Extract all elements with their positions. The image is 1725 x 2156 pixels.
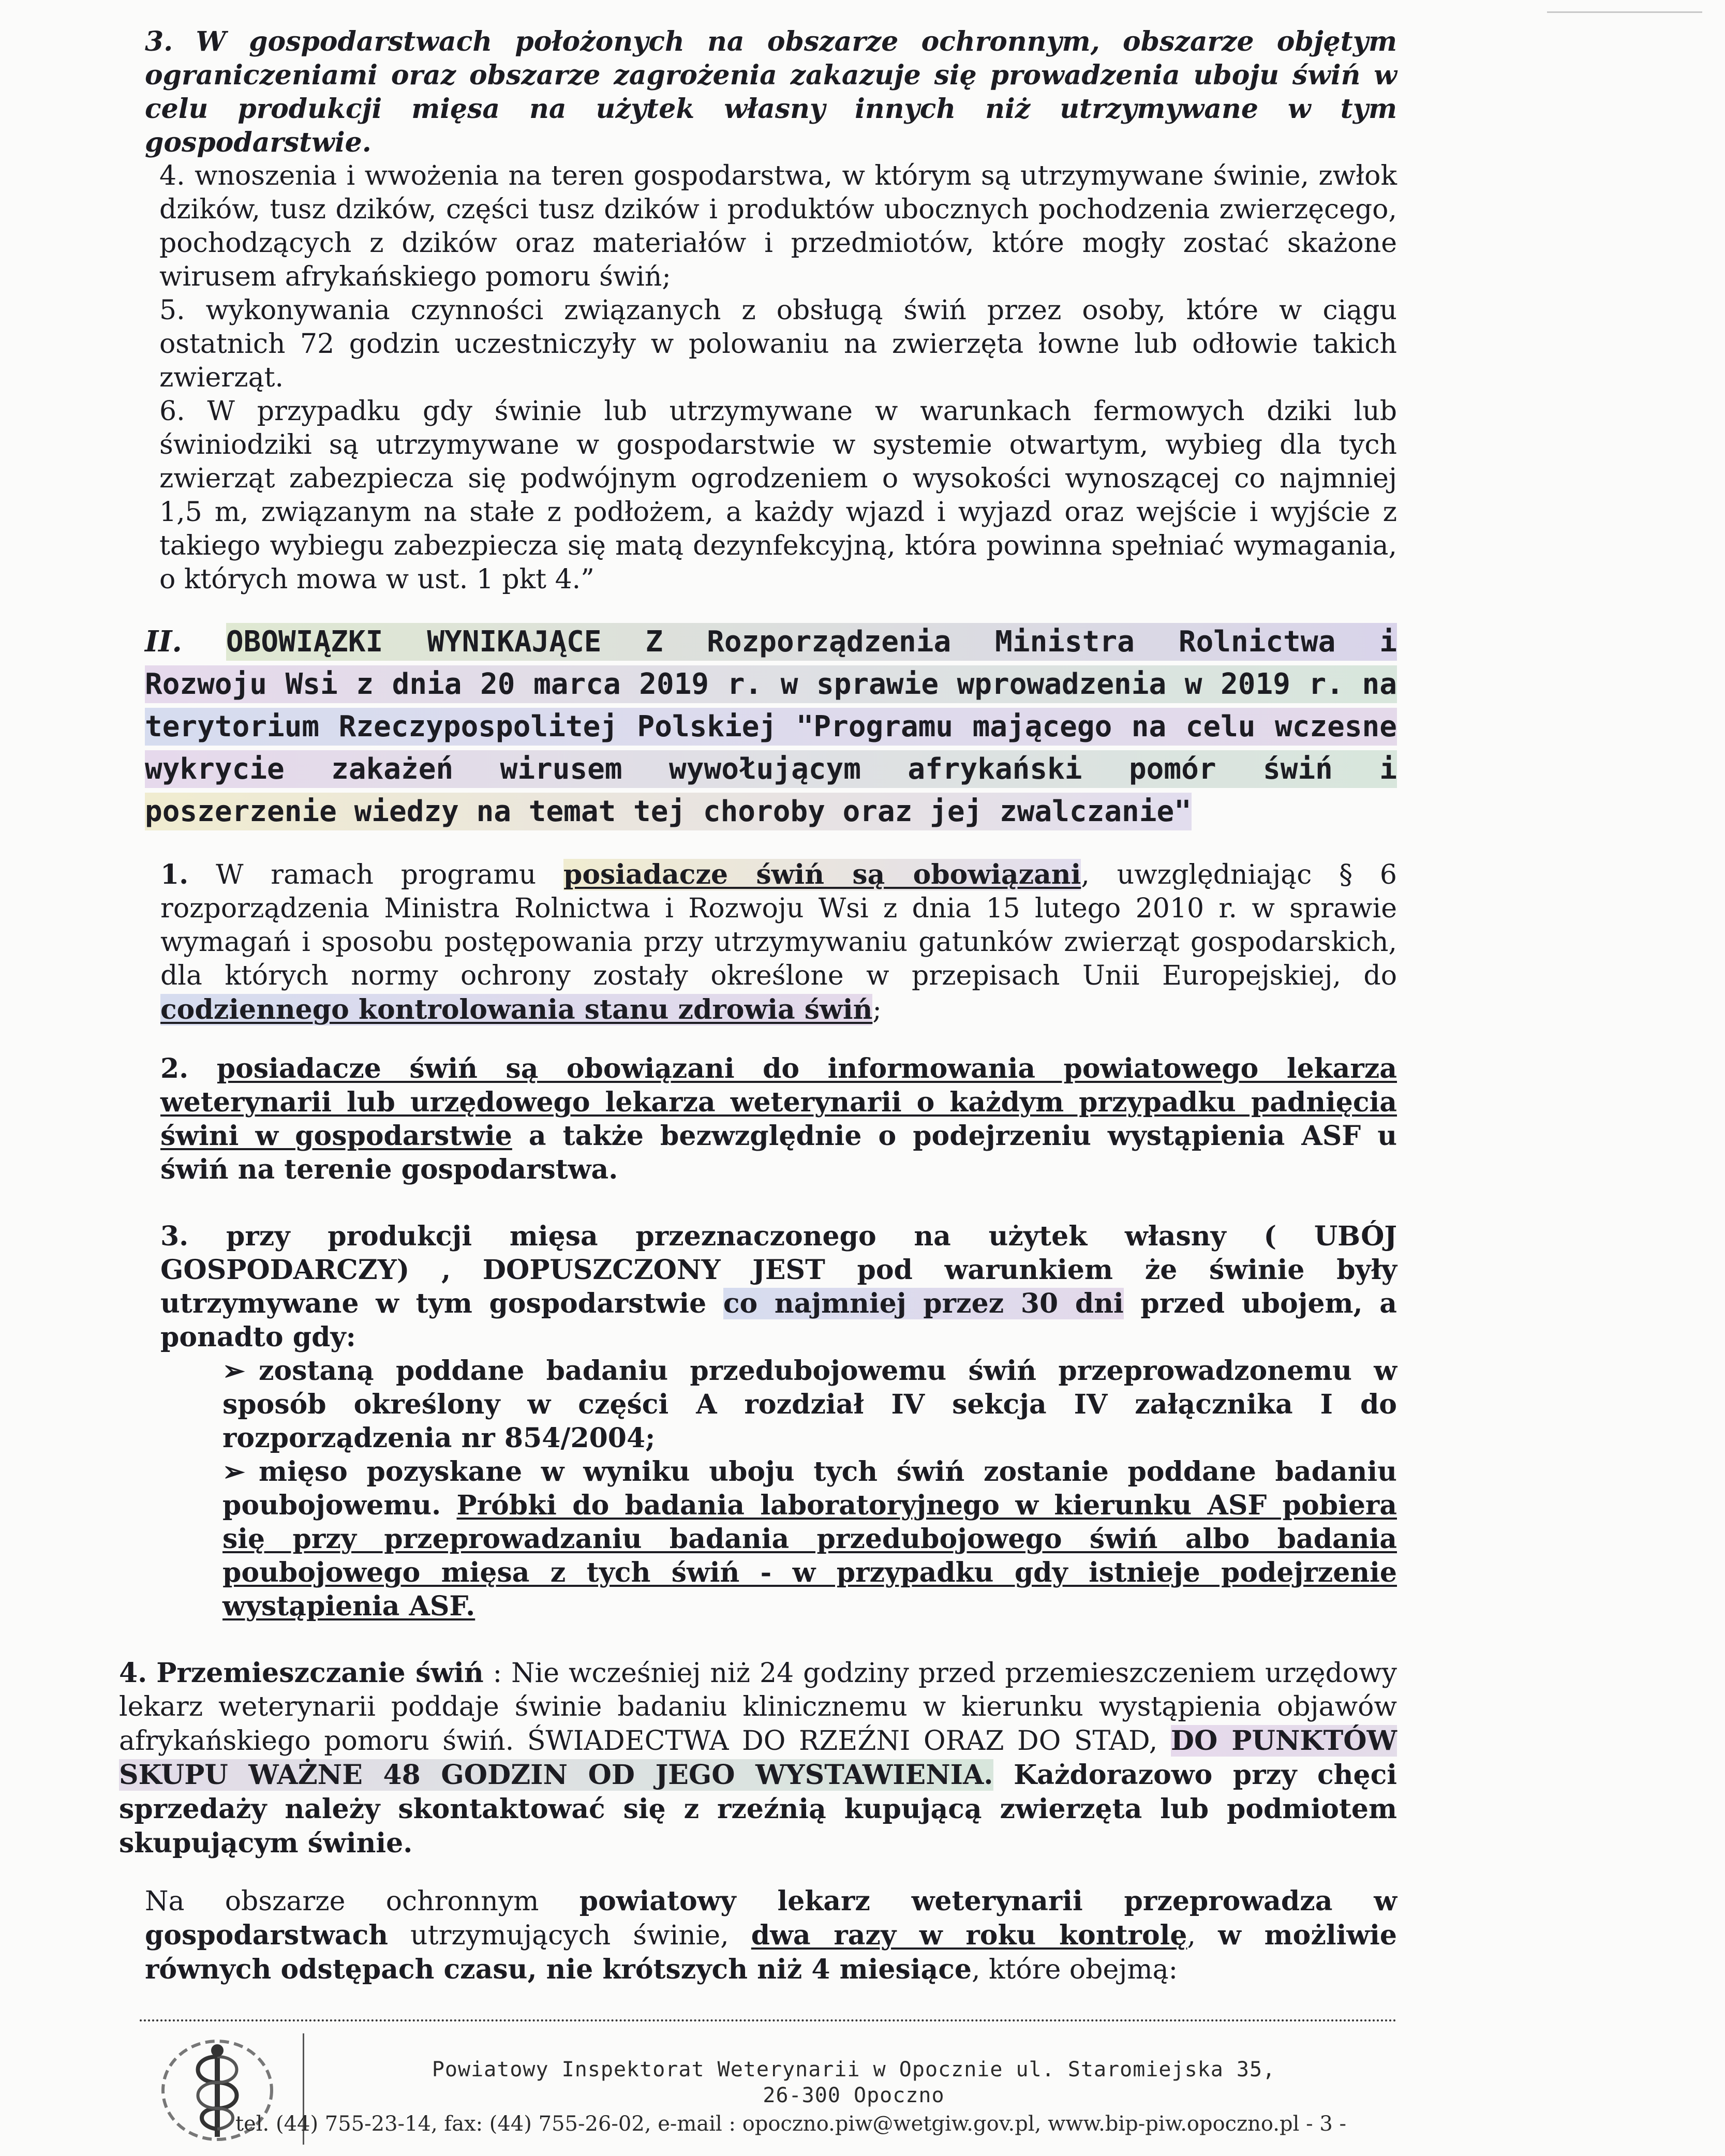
list-item-3-number: 3. [160, 1221, 189, 1252]
list-item-3-text-c: przed ubojem, a ponadto gdy: [160, 1288, 1397, 1353]
list-item-4 [119, 1656, 1397, 1861]
footer-address [310, 2057, 1397, 2108]
section-2-line-2-text: Rozwoju Wsi z dnia 20 marca 2019 r. w sprawie wprowadzenia w 2019 r. na [145, 665, 1397, 703]
spacer [145, 597, 1397, 620]
section-2-line-1 [145, 620, 1397, 663]
list-item-1-text-a: W ramach programu [216, 859, 563, 890]
paragraph-4: 4. wnoszenia i wwożenia na teren gospodarstwa, w którym są utrzymywane świnie, zwłok dzików, tusz dzików, części tusz dzików i produktów ubocznych pochodzenia zwierzęcego, pochodzących z dzików oraz materiałów i przedmiotów, które mogły zostać skażone wirusem afrykańskiego pomoru świń; [159, 160, 1397, 292]
spacer [145, 1623, 1397, 1647]
closing-text-b: powiatowy lekarz weterynarii przeprowadza w gospodarstwach [145, 1885, 1397, 1951]
list-item-2-text-a: posiadacze świń są obowiązani do informowania powiatowego lekarza weterynarii lub urzędowego lekarza weterynarii o każdym przypadku padnięcia świni w gospodarstwie [160, 1053, 1397, 1152]
list-item-1-text-e: ; [872, 994, 882, 1025]
footer-contact: tel. (44) 755-23-14, fax: (44) 755-26-02, e-mail : opoczno.piw@wetgiw.gov.pl, www.bip-piw.opoczno.pl - 3 - [235, 2112, 1347, 2136]
section-2-line-5 [145, 791, 1397, 833]
list-item-4-text-a: : Nie wcześniej niż 24 godziny przed przemieszczeniem urzędowy lekarz weterynarii poddaje świnie badaniu klinicznemu w kierunku wystąpienia objawów afrykańskiego pomoru świń. ŚWIADECTWA DO RZEŹNI ORAZ DO STAD, [119, 1658, 1397, 1757]
closing-text-f: w możliwie równych odstępach czasu, nie krótszych niż 4 miesiące [145, 1920, 1397, 1985]
section-2-line-1-text: OBOWIĄZKI WYNIKAJĄCE Z Rozporządzenia Ministra Rolnictwa i [226, 623, 1397, 661]
top-edge-line [1547, 11, 1702, 13]
section-2-line-3-text: terytorium Rzeczypospolitej Polskiej "Programu mającego na celu wczesne [145, 708, 1397, 746]
arrow-bullet-icon: ➢ [222, 1355, 245, 1387]
list-item-1-text-d: codziennego kontrolowania stanu zdrowia świń [160, 994, 873, 1025]
section-2-title [145, 620, 1397, 833]
closing-text-d: dwa razy w roku kontrolę [751, 1920, 1187, 1951]
paragraph-6: 6. W przypadku gdy świnie lub utrzymywane w warunkach fermowych dziki lub świniodziki są utrzymywane w gospodarstwie w systemie otwartym, wybieg dla tych zwierząt zabezpiecza się podwójnym ogrodzeniem o wysokości wynoszącej co najmniej 1,5 m, związanym na stałe z podłożem, a każdy wjazd i wyjazd oraz wejście i wyjście z takiego wybiegu zabezpiecza się matą dezynfekcyjną, która powinna spełniać wymagania, o których mowa w ust. 1 pkt 4.” [159, 396, 1397, 595]
list-item-3-text-a: przy produkcji mięsa przeznaczonego na użytek własny ( UBÓJ GOSPODARCZY) , DOPUSZCZONY JEST pod warunkiem że świnie były utrzymywane w tym gospodarstwie [160, 1221, 1397, 1319]
section-2-line-4-text: wykrycie zakażeń wirusem wywołującym afrykański pomór świń i [145, 750, 1397, 788]
list-item-4-title: Przemieszczanie świń [156, 1657, 484, 1689]
list-item-3-bullet-2-text-a: mięso pozyskane w wyniku uboju tych świń zostanie poddane badaniu poubojowemu. [222, 1456, 1397, 1521]
list-item-2-number: 2. [160, 1053, 189, 1084]
list-item-3-bullet-2 [145, 1455, 1397, 1623]
spacer [145, 1186, 1397, 1210]
list-item-4-text-c: Każdorazowo przy chęci sprzedaży należy skontaktować się z rzeźnią kupującą zwierzęta lub podmiotem skupującym świnie. [119, 1759, 1397, 1859]
list-item-4-text-b: DO PUNKTÓW SKUPU WAŻNE 48 GODZIN OD JEGO WYSTAWIENIA. [119, 1725, 1397, 1791]
list-item-3-bullet-2-text-b: Próbki do badania laboratoryjnego w kierunku ASF pobiera się przy przeprowadzaniu badania przedubojowego świń albo badania poubojowego mięsa z tych świń - w przypadku gdy istnieje podejrzenie wystąpienia ASF. [222, 1490, 1397, 1622]
footer-divider [140, 2019, 1397, 2021]
section-2-line-2 [145, 663, 1397, 706]
list-item-3 [145, 1220, 1397, 1354]
list-item-3-text-b: co najmniej przez 30 dni [723, 1288, 1124, 1319]
document-body [119, 25, 1397, 1987]
section-2-roman: II. [145, 625, 182, 659]
list-item-1-text-b: posiadacze świń są obowiązani [563, 859, 1081, 890]
footer-line-1: Powiatowy Inspektorat Weterynarii w Opocznie ul. Staromiejska 35, [432, 2058, 1276, 2081]
footer-line-2: 26-300 Opoczno [763, 2084, 945, 2107]
spacer [145, 1027, 1397, 1043]
spacer [145, 1861, 1397, 1884]
list-item-1 [145, 858, 1397, 1027]
section-2-line-5-text: poszerzenie wiedzy na temat tej choroby oraz jej zwalczanie" [145, 793, 1192, 830]
paragraph-5: 5. wykonywania czynności związanych z obsługą świń przez osoby, które w ciągu ostatnich 72 godzin uczestniczyły w polowaniu na zwierzęta łowne lub odłowie takich zwierząt. [159, 295, 1397, 393]
list-item-1-text-c: , uwzględniając § 6 rozporządzenia Ministra Rolnictwa i Rozwoju Wsi z dnia 15 lutego 2010 r. w sprawie wymagań i sposobu postępowania przy utrzymywaniu gatunków zwierząt gospodarskich, dla których normy ochrony zostały określone w przepisach Unii Europejskiej, do [160, 859, 1397, 991]
closing-text-a: Na obszarze ochronnym [145, 1886, 579, 1917]
list-item-2 [145, 1052, 1397, 1186]
closing-text-c: utrzymujących świnie, [388, 1920, 751, 1951]
section-2-line-4 [145, 748, 1397, 791]
closing-text-e: , [1187, 1920, 1218, 1951]
list-item-2-text-b: a także bezwzględnie o podejrzeniu wystąpienia ASF u świń na terenie gospodarstwa. [160, 1120, 1397, 1185]
section-2-line-3 [145, 706, 1397, 748]
list-item-3-bullet-1-text: zostaną poddane badaniu przedubojowemu świń przeprowadzonemu w sposób określony w części A rozdział IV sekcja IV załącznika I do rozporządzenia nr 854/2004; [222, 1355, 1397, 1454]
list-item-3-bullet-1 [145, 1354, 1397, 1455]
closing-text-g: , które obejmą: [971, 1954, 1178, 1985]
spacer [145, 833, 1397, 849]
list-item-4-number: 4. [119, 1657, 147, 1689]
list-item-1-number: 1. [160, 859, 189, 890]
paragraph-3: 3. W gospodarstwach położonych na obszarze ochronnym, obszarze objętym ograniczeniami oraz obszarze zagrożenia zakazuje się prowadzenia uboju świń w celu produkcji mięsa na użytek własny innych niż utrzymywane w tym gospodarstwie. [145, 26, 1397, 158]
arrow-bullet-icon: ➢ [222, 1456, 245, 1488]
closing-paragraph [145, 1884, 1397, 1987]
